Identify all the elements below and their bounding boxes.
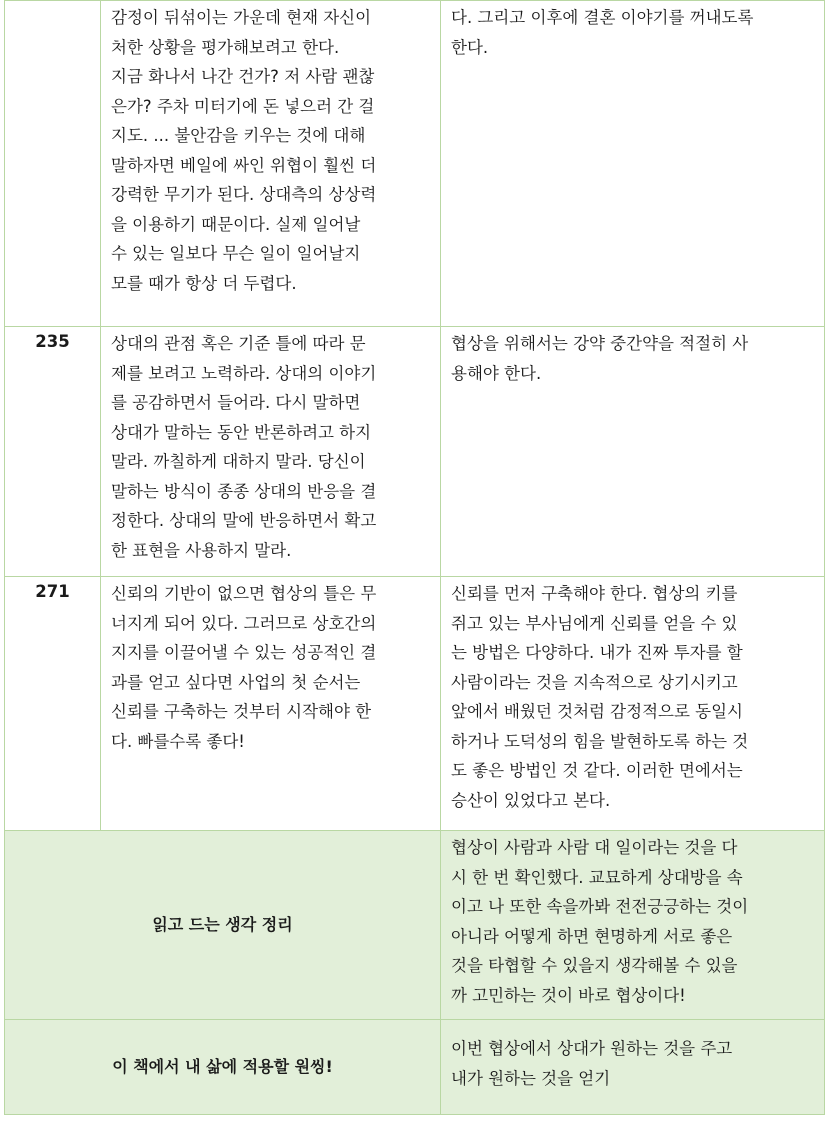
text-line: 쥐고 있는 부사님에게 신뢰를 얻을 수 있 <box>451 613 738 633</box>
thought-cell <box>441 327 825 577</box>
thought-cell <box>441 577 825 831</box>
thought-text <box>441 577 824 819</box>
text-line: 한 표현을 사용하지 말라. <box>111 540 292 560</box>
text-line: 신뢰의 기반이 없으면 협상의 틀은 무 <box>111 584 377 603</box>
text-line: 도 좋은 방법인 것 같다. 이러한 면에서는 <box>451 761 743 780</box>
text-line: 말라. 까칠하게 대하지 말라. 당신이 <box>111 452 366 471</box>
reading-notes-table <box>4 0 825 1115</box>
summary-row <box>5 831 825 1020</box>
thought-text <box>441 327 824 392</box>
summary-cell <box>441 831 825 1020</box>
table-row <box>5 1 825 327</box>
apply-text <box>441 1020 824 1097</box>
text-line: 지지를 이끌어낼 수 있는 성공적인 결 <box>111 643 377 662</box>
text-line: 말하자면 베일에 싸인 위협이 훨씬 더 <box>111 155 377 175</box>
quote-cell <box>101 577 441 831</box>
text-line: 은가? 주차 미터기에 돈 넣으러 간 걸 <box>111 96 375 116</box>
text-line: 한다. <box>451 37 489 57</box>
text-line: 지금 화나서 나간 건가? 저 사람 괜찮 <box>111 67 375 86</box>
text-line: 내가 원하는 것을 얻기 <box>451 1068 611 1088</box>
text-line: 시 한 번 확인했다. 교묘하게 상대방을 속 <box>451 867 743 887</box>
text-line: 강력한 무기가 된다. 상대측의 상상력 <box>111 185 377 204</box>
text-line: 과를 얻고 싶다면 사업의 첫 순서는 <box>111 672 361 692</box>
text-line: 협상을 위해서는 강약 중간약을 적절히 사 <box>451 334 749 353</box>
text-line: 제를 보려고 노력하라. 상대의 이야기 <box>111 363 377 383</box>
text-line: 하거나 도덕성의 힘을 발현하도록 하는 것 <box>451 731 749 751</box>
thought-text <box>441 1 824 66</box>
text-line: 아니라 어떻게 하면 현명하게 서로 좋은 <box>451 926 733 946</box>
quote-text <box>101 577 440 760</box>
apply-cell <box>441 1020 825 1115</box>
text-line: 는 방법은 다양하다. 내가 진짜 투자를 할 <box>451 643 743 662</box>
text-line: 승산이 있었다고 본다. <box>451 790 611 810</box>
text-line: 상대의 관점 혹은 기준 틀에 따라 문 <box>111 334 366 353</box>
quote-cell <box>101 327 441 577</box>
text-line: 말하는 방식이 종종 상대의 반응을 결 <box>111 481 377 501</box>
text-line: 을 이용하기 때문이다. 실제 일어날 <box>111 214 361 234</box>
text-line: 감정이 뒤섞이는 가운데 현재 자신이 <box>111 8 372 27</box>
summary-text <box>441 831 824 1014</box>
page-number-cell: 271 <box>5 577 101 831</box>
page-number-cell: 235 <box>5 327 101 577</box>
quote-cell <box>101 1 441 327</box>
table-row <box>5 577 825 831</box>
text-line: 정한다. 상대의 말에 반응하면서 확고 <box>111 511 377 530</box>
quote-text <box>101 1 440 302</box>
text-line: 너지게 되어 있다. 그러므로 상호간의 <box>111 613 377 633</box>
thought-cell <box>441 1 825 327</box>
text-line: 수 있는 일보다 무슨 일이 일어날지 <box>111 244 361 263</box>
text-line: 다. 빠를수록 좋다! <box>111 731 245 751</box>
text-line: 이번 협상에서 상대가 원하는 것을 주고 <box>451 1039 733 1058</box>
page-number-cell <box>5 1 101 327</box>
text-line: 모를 때가 항상 더 두렵다. <box>111 273 297 293</box>
text-line: 를 공감하면서 들어라. 다시 말하면 <box>111 393 361 412</box>
text-line: 처한 상황을 평가해보려고 한다. <box>111 37 340 57</box>
text-line: 상대가 말하는 동안 반론하려고 하지 <box>111 422 372 442</box>
text-line: 것을 타협할 수 있을지 생각해볼 수 있을 <box>451 956 738 975</box>
text-line: 용해야 한다. <box>451 363 542 383</box>
quote-text <box>101 327 440 569</box>
text-line: 다. 그리고 이후에 결혼 이야기를 꺼내도록 <box>451 8 754 27</box>
text-line: 까 고민하는 것이 바로 협상이다! <box>451 985 686 1005</box>
apply-label: 이 책에서 내 삶에 적용할 원씽! <box>5 1020 441 1115</box>
text-line: 지도. ... 불안감을 키우는 것에 대해 <box>111 126 366 145</box>
text-line: 신뢰를 먼저 구축해야 한다. 협상의 키를 <box>451 584 738 603</box>
table-row <box>5 327 825 577</box>
text-line: 이고 나 또한 속을까봐 전전긍긍하는 것이 <box>451 897 749 916</box>
text-line: 협상이 사람과 사람 대 일이라는 것을 다 <box>451 838 738 857</box>
text-line: 신뢰를 구축하는 것부터 시작해야 한 <box>111 702 372 721</box>
apply-row <box>5 1020 825 1115</box>
text-line: 앞에서 배웠던 것처럼 감정적으로 동일시 <box>451 702 743 721</box>
summary-label: 읽고 드는 생각 정리 <box>5 831 441 1020</box>
text-line: 사람이라는 것을 지속적으로 상기시키고 <box>451 672 738 692</box>
